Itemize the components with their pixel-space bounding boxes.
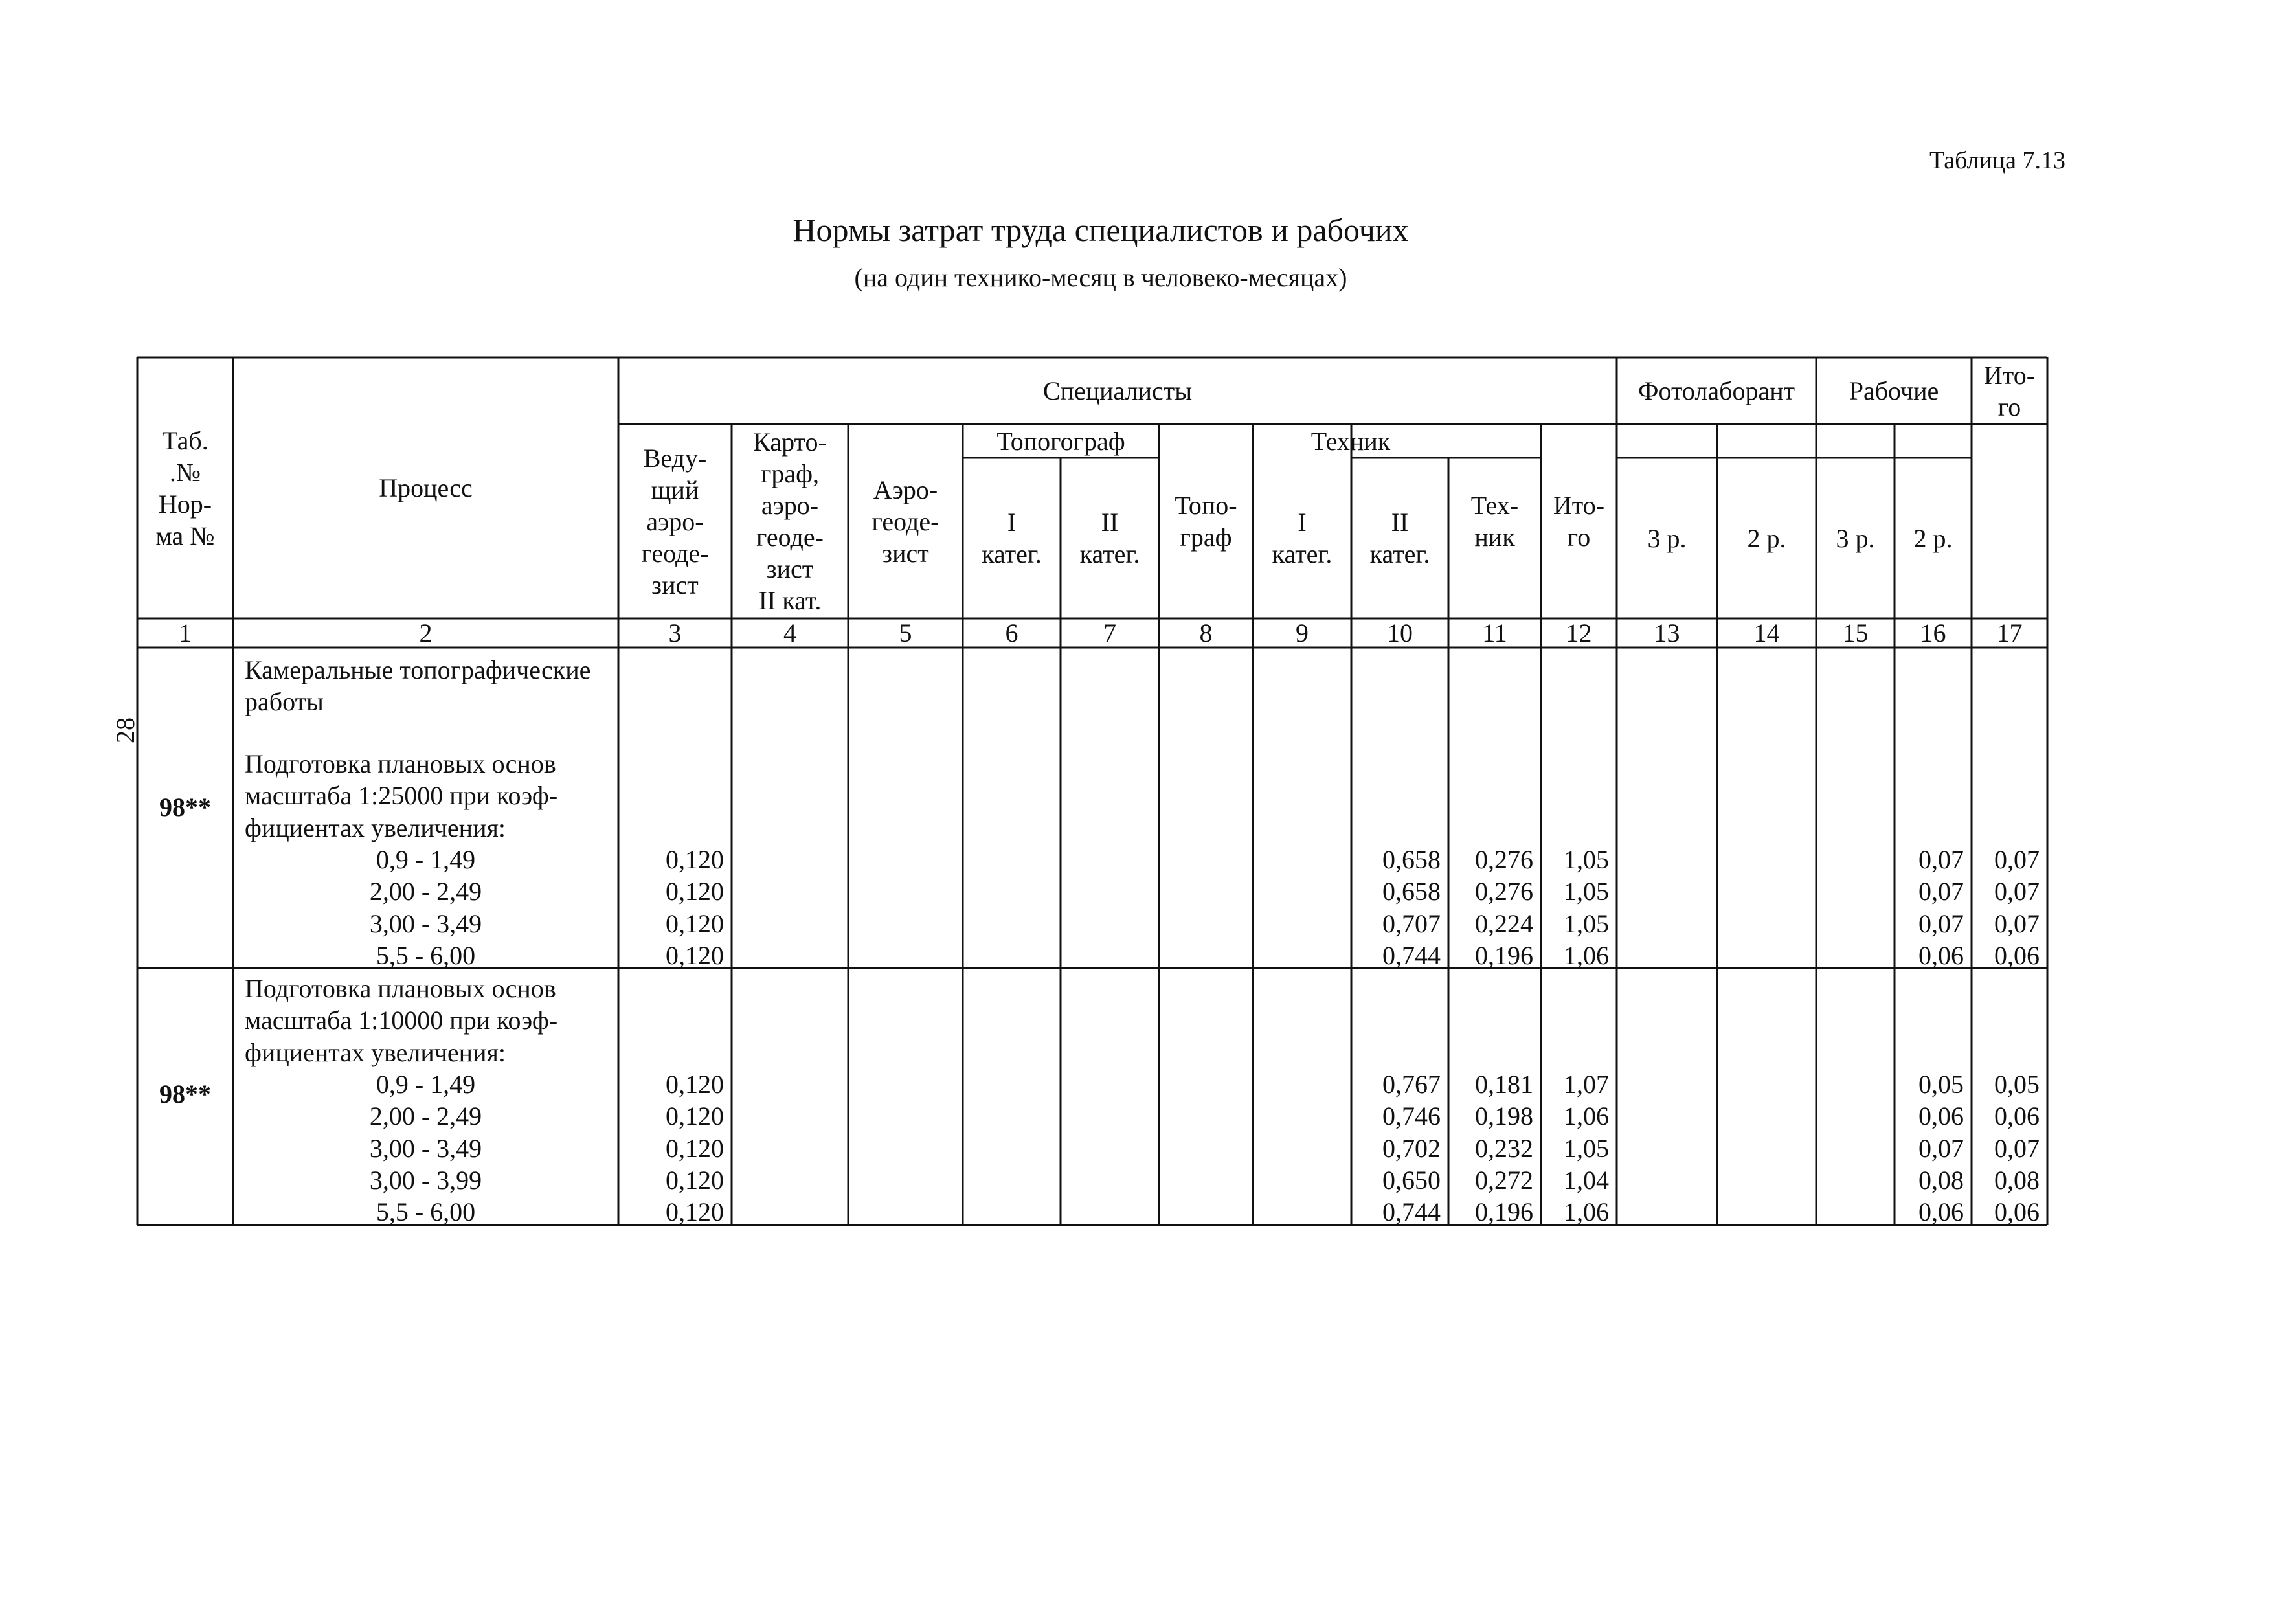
section2-value-c11: 0,232 xyxy=(1475,1133,1533,1163)
section2-value-c10: 0,650 xyxy=(1382,1165,1441,1195)
section2-subheading: масштаба 1:10000 при коэф- xyxy=(245,1006,558,1035)
section1-value-c10: 0,658 xyxy=(1382,845,1441,874)
section2-value-c16: 0,08 xyxy=(1918,1165,1964,1195)
section1-value-c11: 0,276 xyxy=(1475,845,1533,874)
column-number: 9 xyxy=(1296,618,1309,648)
column-number: 15 xyxy=(1842,618,1869,648)
section1-value-c11: 0,276 xyxy=(1475,877,1533,907)
section1-value-c3: 0,120 xyxy=(666,908,724,938)
col-header-workers-3r: 3 р. xyxy=(1836,523,1875,553)
section2-value-c10: 0,702 xyxy=(1382,1133,1441,1163)
section2-range: 2,00 - 2,49 xyxy=(369,1101,482,1131)
section1-value-c11: 0,224 xyxy=(1475,908,1533,938)
section2-value-c11: 0,198 xyxy=(1475,1101,1533,1131)
col-header-topograph-cat1: I катег. xyxy=(982,508,1042,569)
group-header-workers: Рабочие xyxy=(1849,376,1939,405)
section2-range: 0,9 - 1,49 xyxy=(376,1070,476,1099)
col-header-norm-number: Таб. .№ Нор- ма № xyxy=(155,425,215,550)
section2-value-c12: 1,06 xyxy=(1564,1197,1609,1227)
section2-value-c10: 0,767 xyxy=(1382,1070,1441,1099)
col-header-photolab-3r: 3 р. xyxy=(1647,523,1687,553)
section2-subheading: фициентах увеличения: xyxy=(245,1037,506,1067)
section2-value-c12: 1,05 xyxy=(1564,1133,1609,1163)
section2-value-c10: 0,746 xyxy=(1382,1101,1441,1131)
section1-value-c10: 0,744 xyxy=(1382,940,1441,970)
col-header-technician-cat2: II катег. xyxy=(1369,508,1430,569)
section1-value-c3: 0,120 xyxy=(666,877,724,907)
section1-value-c16: 0,07 xyxy=(1918,908,1964,938)
section1-value-c3: 0,120 xyxy=(666,845,724,874)
section1-value-c16: 0,07 xyxy=(1918,877,1964,907)
column-number: 4 xyxy=(783,618,796,648)
column-number: 3 xyxy=(668,618,682,648)
section1-value-c16: 0,06 xyxy=(1918,940,1964,970)
section2-value-c17: 0,06 xyxy=(1994,1101,2040,1131)
section1-value-c12: 1,05 xyxy=(1564,845,1609,874)
section1-value-c17: 0,07 xyxy=(1994,845,2040,874)
col-header-cartographer: Карто- граф, аэро- геоде- зист II кат. xyxy=(753,427,827,615)
col-header-lead-aerogeodesist: Веду- щий аэро- геоде- зист xyxy=(641,443,709,600)
section2-value-c16: 0,05 xyxy=(1918,1070,1964,1099)
section2-value-c11: 0,181 xyxy=(1475,1070,1533,1099)
col-header-aerogeodesist: Аэро- геоде- зист xyxy=(872,475,939,568)
column-number: 17 xyxy=(1996,618,2023,648)
section2-value-c12: 1,06 xyxy=(1564,1101,1609,1131)
col-header-process: Процесс xyxy=(379,473,473,502)
col-header-topograph-cat2: II катег. xyxy=(1079,508,1140,569)
column-number: 12 xyxy=(1566,618,1592,648)
section2-value-c16: 0,06 xyxy=(1918,1101,1964,1131)
section2-value-c11: 0,272 xyxy=(1475,1165,1533,1195)
section2-value-c16: 0,07 xyxy=(1918,1133,1964,1163)
group-header-technician: Техник xyxy=(1310,426,1391,456)
section2-value-c3: 0,120 xyxy=(666,1197,724,1227)
section2-value-c12: 1,07 xyxy=(1564,1070,1609,1099)
section2-value-c12: 1,04 xyxy=(1564,1165,1609,1195)
section1-value-c16: 0,07 xyxy=(1918,845,1964,874)
group-header-photolab: Фотолаборант xyxy=(1637,376,1795,405)
column-number: 6 xyxy=(1005,618,1018,648)
column-number: 10 xyxy=(1387,618,1413,648)
column-number: 7 xyxy=(1103,618,1116,648)
section1-norm-number: 98** xyxy=(159,793,211,822)
section2-range: 5,5 - 6,00 xyxy=(376,1197,476,1227)
column-number: 16 xyxy=(1920,618,1946,648)
section2-value-c3: 0,120 xyxy=(666,1070,724,1099)
section2-value-c16: 0,06 xyxy=(1918,1197,1964,1227)
column-number: 8 xyxy=(1199,618,1213,648)
group-header-total: Ито- го xyxy=(1983,360,2036,422)
section2-value-c17: 0,08 xyxy=(1994,1165,2040,1195)
section2-value-c10: 0,744 xyxy=(1382,1197,1441,1227)
section1-range: 0,9 - 1,49 xyxy=(376,845,476,874)
group-header-topograph: Топогограф xyxy=(996,426,1125,456)
col-header-technician-cat1: I катег. xyxy=(1272,508,1333,569)
column-number: 2 xyxy=(419,618,433,648)
section1-subheading: Подготовка плановых основ xyxy=(245,749,556,778)
section2-norm-number: 98** xyxy=(159,1079,211,1109)
section1-range: 2,00 - 2,49 xyxy=(369,877,482,907)
section2-value-c17: 0,05 xyxy=(1994,1070,2040,1099)
col-header-technician: Тех- ник xyxy=(1470,491,1519,552)
section1-value-c10: 0,707 xyxy=(1382,908,1441,938)
page-number: 28 xyxy=(110,717,140,743)
section1-subheading: масштаба 1:25000 при коэф- xyxy=(245,781,558,811)
col-header-topograph: Топо- граф xyxy=(1175,491,1237,552)
table-subtitle: (на один технико-месяц в человеко-месяцах) xyxy=(854,263,1347,292)
section2-range: 3,00 - 3,99 xyxy=(369,1165,482,1195)
column-number: 11 xyxy=(1482,618,1507,648)
column-number: 5 xyxy=(899,618,912,648)
section2-value-c3: 0,120 xyxy=(666,1165,724,1195)
col-header-photolab-2r: 2 р. xyxy=(1747,523,1786,553)
group-header-specialists: Специалисты xyxy=(1042,376,1193,405)
table-label: Таблица 7.13 xyxy=(1929,147,2065,174)
column-number: 14 xyxy=(1753,618,1780,648)
section1-subheading: фициентах увеличения: xyxy=(245,813,506,842)
section1-value-c12: 1,06 xyxy=(1564,940,1609,970)
section1-value-c12: 1,05 xyxy=(1564,908,1609,938)
section1-heading: работы xyxy=(245,687,324,717)
section2-value-c11: 0,196 xyxy=(1475,1197,1533,1227)
section1-heading: Камеральные топографические xyxy=(245,655,591,684)
section2-subheading: Подготовка плановых основ xyxy=(245,974,556,1003)
table-title: Нормы затрат труда специалистов и рабочих xyxy=(793,212,1409,248)
col-header-workers-2r: 2 р. xyxy=(1913,523,1953,553)
section1-value-c12: 1,05 xyxy=(1564,877,1609,907)
section2-value-c17: 0,06 xyxy=(1994,1197,2040,1227)
section2-range: 3,00 - 3,49 xyxy=(369,1133,482,1163)
section2-value-c3: 0,120 xyxy=(666,1133,724,1163)
section2-value-c17: 0,07 xyxy=(1994,1133,2040,1163)
section2-value-c3: 0,120 xyxy=(666,1101,724,1131)
section1-value-c11: 0,196 xyxy=(1475,940,1533,970)
section1-value-c17: 0,07 xyxy=(1994,877,2040,907)
section1-range: 3,00 - 3,49 xyxy=(369,908,482,938)
section1-range: 5,5 - 6,00 xyxy=(376,940,476,970)
col-header-specialists-total: Ито- го xyxy=(1553,491,1605,552)
column-number: 13 xyxy=(1654,618,1680,648)
section1-value-c17: 0,06 xyxy=(1994,940,2040,970)
section1-value-c10: 0,658 xyxy=(1382,877,1441,907)
column-number: 1 xyxy=(179,618,192,648)
section1-value-c17: 0,07 xyxy=(1994,908,2040,938)
section1-value-c3: 0,120 xyxy=(666,940,724,970)
